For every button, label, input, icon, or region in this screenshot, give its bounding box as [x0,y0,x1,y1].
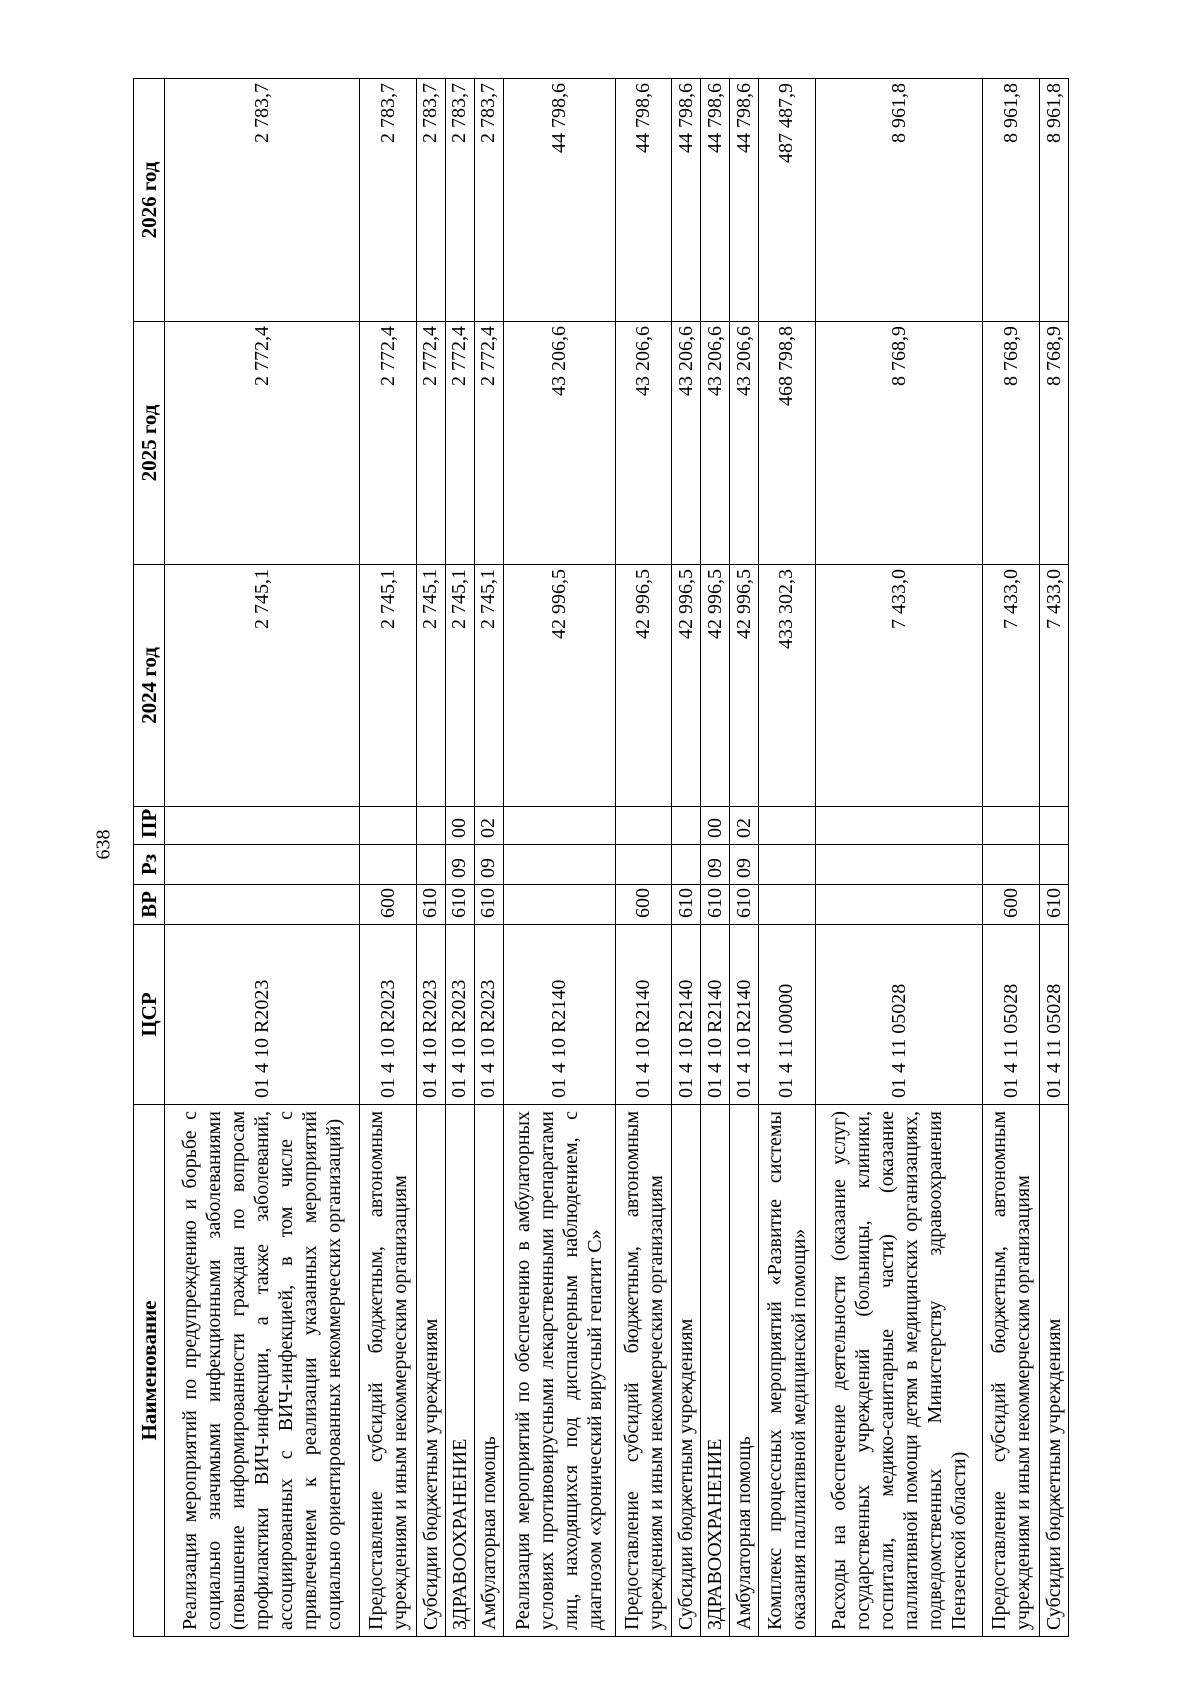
row-name: Предоставление субсидий бюджетным, автономным учреждениям и иным некоммерческим организациям [983,1105,1040,1637]
row-csr: 01 4 10 R2023 [417,925,446,1105]
table-row [815,79,983,1637]
row-rz [360,845,417,885]
row-2024: 42 996,5 [672,565,701,807]
row-2024: 42 996,5 [730,565,759,807]
row-2026: 2 783,7 [417,79,446,322]
row-rz: 09 [474,845,503,885]
row-2026: 2 783,7 [445,79,474,322]
row-2024: 42 996,5 [701,565,730,807]
header-pr: ПР [134,807,165,845]
row-vr [165,885,360,925]
row-name: Реализация мероприятий по предупреждению и борьбе с социально значимыми инфекционными заболеваниями (повышение информированности граждан по вопросам профилактики ВИЧ-инфекции, а также заболеваний, ассоциированных с ВИЧ-инфекцией, в том числе с привлечением к реализации указанных мероприятий социально ориентированных некоммерческих организаций) [165,1105,360,1637]
table-row [983,79,1040,1637]
row-2025: 43 206,6 [672,322,701,565]
row-vr: 610 [445,885,474,925]
row-2024: 42 996,5 [503,565,615,807]
row-pr: 00 [445,807,474,845]
row-2026: 44 798,6 [672,79,701,322]
row-2026: 487 487,9 [759,79,816,322]
row-vr: 610 [672,885,701,925]
header-csr: ЦСР [134,925,165,1105]
row-csr: 01 4 10 R2140 [503,925,615,1105]
row-2025: 8 768,9 [815,322,983,565]
row-2026: 44 798,6 [701,79,730,322]
row-rz: 09 [445,845,474,885]
header-name: Наименование [134,1105,165,1637]
row-pr [1040,807,1069,845]
header-2024: 2024 год [134,565,165,807]
table-row [1040,79,1069,1637]
row-csr: 01 4 10 R2023 [360,925,417,1105]
row-rz [983,845,1040,885]
row-2024: 2 745,1 [445,565,474,807]
row-name: Субсидии бюджетным учреждениям [417,1105,446,1637]
row-csr: 01 4 10 R2023 [165,925,360,1105]
row-2026: 8 961,8 [983,79,1040,322]
row-csr: 01 4 11 05028 [1040,925,1069,1105]
rotated-page-content [133,79,1069,1637]
row-pr [615,807,672,845]
row-2025: 43 206,6 [730,322,759,565]
table-row [759,79,816,1637]
row-2026: 2 783,7 [360,79,417,322]
row-pr: 00 [701,807,730,845]
row-2025: 43 206,6 [503,322,615,565]
row-pr [360,807,417,845]
row-pr: 02 [730,807,759,845]
row-rz [165,845,360,885]
row-csr: 01 4 10 R2140 [615,925,672,1105]
row-csr: 01 4 10 R2140 [730,925,759,1105]
table-header-row [134,79,165,1637]
row-2026: 44 798,6 [730,79,759,322]
row-pr [759,807,816,845]
row-2024: 2 745,1 [474,565,503,807]
row-csr: 01 4 10 R2023 [445,925,474,1105]
row-vr [503,885,615,925]
row-2026: 2 783,7 [474,79,503,322]
row-name: Предоставление субсидий бюджетным, автономным учреждениям и иным некоммерческим организациям [615,1105,672,1637]
table-row [474,79,503,1637]
row-vr: 610 [730,885,759,925]
row-rz: 09 [730,845,759,885]
table-row [417,79,446,1637]
row-vr [759,885,816,925]
row-rz [417,845,446,885]
row-rz [503,845,615,885]
row-name: Субсидии бюджетным учреждениям [672,1105,701,1637]
row-name: Субсидии бюджетным учреждениям [1040,1105,1069,1637]
row-csr: 01 4 10 R2023 [474,925,503,1105]
row-2026: 8 961,8 [1040,79,1069,322]
row-2025: 2 772,4 [165,322,360,565]
row-name: Амбулаторная помощь [730,1105,759,1637]
header-vr: ВР [134,885,165,925]
row-2024: 2 745,1 [360,565,417,807]
row-pr [672,807,701,845]
row-name: Предоставление субсидий бюджетным, автономным учреждениям и иным некоммерческим организациям [360,1105,417,1637]
row-2025: 8 768,9 [1040,322,1069,565]
row-pr: 02 [474,807,503,845]
row-vr: 610 [417,885,446,925]
row-2025: 468 798,8 [759,322,816,565]
row-name: Амбулаторная помощь [474,1105,503,1637]
page-number: 638 [92,829,115,860]
row-csr: 01 4 11 05028 [983,925,1040,1105]
row-vr: 600 [360,885,417,925]
row-2024: 7 433,0 [815,565,983,807]
row-name: ЗДРАВООХРАНЕНИЕ [445,1105,474,1637]
row-pr [815,807,983,845]
row-rz: 09 [701,845,730,885]
row-vr: 600 [615,885,672,925]
row-rz [759,845,816,885]
row-2025: 43 206,6 [615,322,672,565]
table-row [615,79,672,1637]
row-csr: 01 4 10 R2140 [701,925,730,1105]
table-row [165,79,360,1637]
row-2024: 2 745,1 [165,565,360,807]
row-2024: 7 433,0 [1040,565,1069,807]
table-row [701,79,730,1637]
row-2024: 2 745,1 [417,565,446,807]
row-name: ЗДРАВООХРАНЕНИЕ [701,1105,730,1637]
table-row [730,79,759,1637]
row-pr [165,807,360,845]
row-rz [615,845,672,885]
row-2026: 44 798,6 [503,79,615,322]
header-2025: 2025 год [134,322,165,565]
row-pr [417,807,446,845]
row-2024: 433 302,3 [759,565,816,807]
row-vr: 610 [1040,885,1069,925]
table-row [503,79,615,1637]
row-name: Расходы на обеспечение деятельности (оказание услуг) государственных учреждений (больницы, клиники, госпитали, медико-санитарные части) (оказание паллиативной помощи детям в медицинских организациях, подведомственных Министерству здравоохранения Пензенской области) [815,1105,983,1637]
row-vr: 610 [701,885,730,925]
row-2025: 2 772,4 [360,322,417,565]
row-name: Комплекс процессных мероприятий «Развитие системы оказания паллиативной медицинской помощи» [759,1105,816,1637]
row-2025: 43 206,6 [701,322,730,565]
row-2024: 7 433,0 [983,565,1040,807]
table-row [672,79,701,1637]
header-rz: Рз [134,845,165,885]
row-vr: 600 [983,885,1040,925]
row-vr: 610 [474,885,503,925]
row-2025: 2 772,4 [417,322,446,565]
row-2025: 2 772,4 [445,322,474,565]
table-row [445,79,474,1637]
row-pr [503,807,615,845]
row-csr: 01 4 11 00000 [759,925,816,1105]
row-2025: 2 772,4 [474,322,503,565]
row-name: Реализация мероприятий по обеспечению в амбулаторных условиях противовирусными лекарственными препаратами лиц, находящихся под диспансерным наблюдением, с диагнозом «хронический вирусный гепатит С» [503,1105,615,1637]
row-pr [983,807,1040,845]
row-2026: 44 798,6 [615,79,672,322]
row-csr: 01 4 11 05028 [815,925,983,1105]
row-2026: 8 961,8 [815,79,983,322]
row-2025: 8 768,9 [983,322,1040,565]
table-row [360,79,417,1637]
row-vr [815,885,983,925]
header-2026: 2026 год [134,79,165,322]
budget-table [133,78,1069,1637]
row-2024: 42 996,5 [615,565,672,807]
row-rz [672,845,701,885]
row-rz [1040,845,1069,885]
row-2026: 2 783,7 [165,79,360,322]
row-rz [815,845,983,885]
row-csr: 01 4 10 R2140 [672,925,701,1105]
